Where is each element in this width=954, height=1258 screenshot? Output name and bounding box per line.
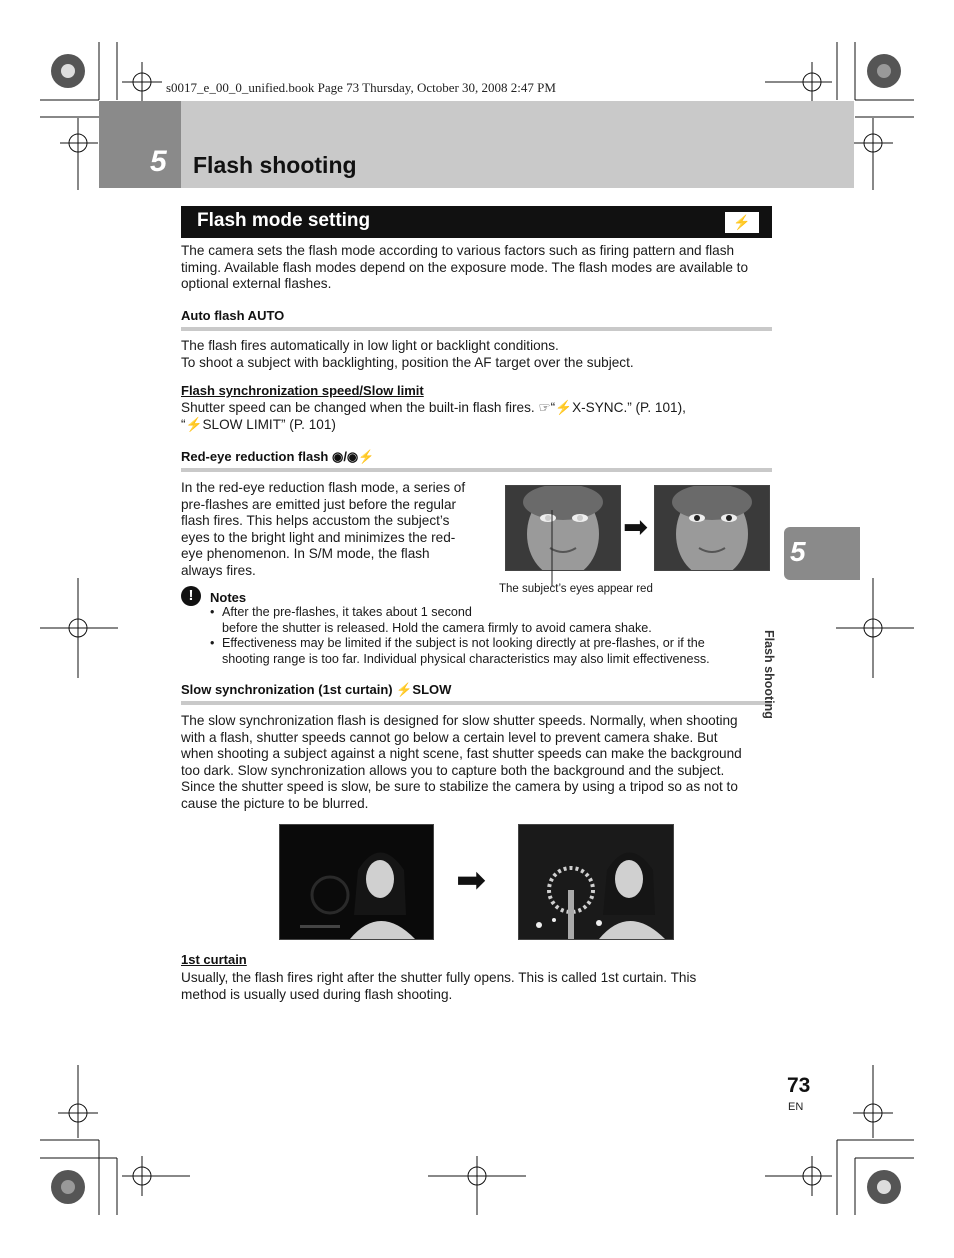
sync-speed-line: Shutter speed can be changed when the built-in flash fires. ☞“⚡X-SYNC.” (P. 101), bbox=[181, 400, 686, 415]
arrow-right-icon: ➡ bbox=[456, 859, 487, 900]
side-tab-number: 5 bbox=[790, 536, 806, 567]
bullet-icon: • bbox=[210, 636, 215, 650]
bullet-icon: • bbox=[210, 605, 215, 619]
chapter-number: 5 bbox=[150, 145, 167, 178]
red-eye-line: In the red-eye reduction flash mode, a series of bbox=[181, 480, 466, 495]
notes-title: Notes bbox=[210, 590, 247, 605]
arrow-right-icon: ➡ bbox=[623, 511, 649, 544]
note-line: After the pre-flashes, it takes about 1 second bbox=[222, 605, 472, 619]
flash-icon: ⚡ bbox=[725, 212, 759, 233]
intro-paragraph: The camera sets the flash mode according to various factors such as firing pattern and flash timing. Available flash modes depend on the exposure mode. The flash modes are available to optional external flashes. bbox=[181, 243, 749, 291]
page-number: 73 bbox=[787, 1074, 811, 1097]
page-language: EN bbox=[788, 1101, 804, 1113]
first-curtain-line: method is usually used during flash shooting. bbox=[181, 987, 453, 1002]
auto-flash-heading: Auto flash AUTO bbox=[181, 308, 285, 323]
slow-sync-line: Since the shutter speed is slow, be sure to stabilize the camera by using a tripod so as not to bbox=[181, 779, 738, 794]
divider bbox=[181, 327, 772, 331]
slow-sync-line: when shooting a subject against a night scene, fast shutter speeds can make the background bbox=[181, 746, 742, 761]
sync-speed-heading: Flash synchronization speed/Slow limit bbox=[181, 383, 424, 398]
red-eye-line: flash fires. This helps accustom the subject’s bbox=[181, 513, 450, 528]
slow-sync-heading: Slow synchronization (1st curtain) ⚡SLOW bbox=[181, 682, 452, 697]
slow-sync-line: cause the picture to be blurred. bbox=[181, 796, 369, 811]
night-before-photo bbox=[279, 824, 434, 940]
caption-leader-line bbox=[550, 510, 554, 586]
red-eye-before-photo bbox=[505, 485, 621, 571]
note-line: Effectiveness may be limited if the subject is not looking directly at pre-flashes, or if the bbox=[222, 636, 705, 650]
chapter-title: Flash shooting bbox=[193, 152, 357, 178]
slow-sync-line: The slow synchronization flash is designed for slow shutter speeds. Normally, when shooting bbox=[181, 713, 738, 728]
red-eye-heading: Red-eye reduction flash ◉/◉⚡ bbox=[181, 449, 375, 464]
red-eye-line: eyes to the bright light and minimizes the red- bbox=[181, 530, 456, 545]
divider bbox=[181, 701, 772, 705]
sync-speed-line: “⚡SLOW LIMIT” (P. 101) bbox=[181, 417, 336, 432]
side-tab-label: Flash shooting bbox=[762, 630, 776, 719]
slow-sync-line: with a flash, shutter speeds cannot go below a certain level to prevent camera shake. But bbox=[181, 730, 718, 745]
red-eye-line: always fires. bbox=[181, 563, 256, 578]
warning-icon: ! bbox=[181, 586, 201, 606]
note-line: before the shutter is released. Hold the camera firmly to avoid camera shake. bbox=[222, 621, 652, 635]
auto-flash-line: The flash fires automatically in low light or backlight conditions. bbox=[181, 338, 559, 353]
slow-sync-line: too dark. Slow synchronization allows you to capture both the background and the subject. bbox=[181, 763, 725, 778]
first-curtain-heading: 1st curtain bbox=[181, 952, 247, 967]
section-title: Flash mode setting bbox=[197, 210, 371, 231]
red-eye-line: eye phenomenon. In S/M mode, the flash bbox=[181, 546, 430, 561]
chapter-number-box bbox=[99, 101, 181, 188]
first-curtain-line: Usually, the flash fires right after the shutter fully opens. This is called 1st curtain. This bbox=[181, 970, 697, 985]
red-eye-after-photo bbox=[654, 485, 770, 571]
file-header: s0017_e_00_0_unified.book Page 73 Thursday, October 30, 2008 2:47 PM bbox=[166, 80, 556, 95]
note-line: shooting range is too far. Individual physical characteristics may also limit effectiveness. bbox=[222, 652, 710, 666]
photo-caption: The subject’s eyes appear red bbox=[499, 583, 653, 595]
red-eye-line: pre-flashes are emitted just before the regular bbox=[181, 497, 457, 512]
night-after-photo bbox=[518, 824, 674, 940]
divider bbox=[181, 468, 772, 472]
auto-flash-line: To shoot a subject with backlighting, position the AF target over the subject. bbox=[181, 355, 634, 370]
